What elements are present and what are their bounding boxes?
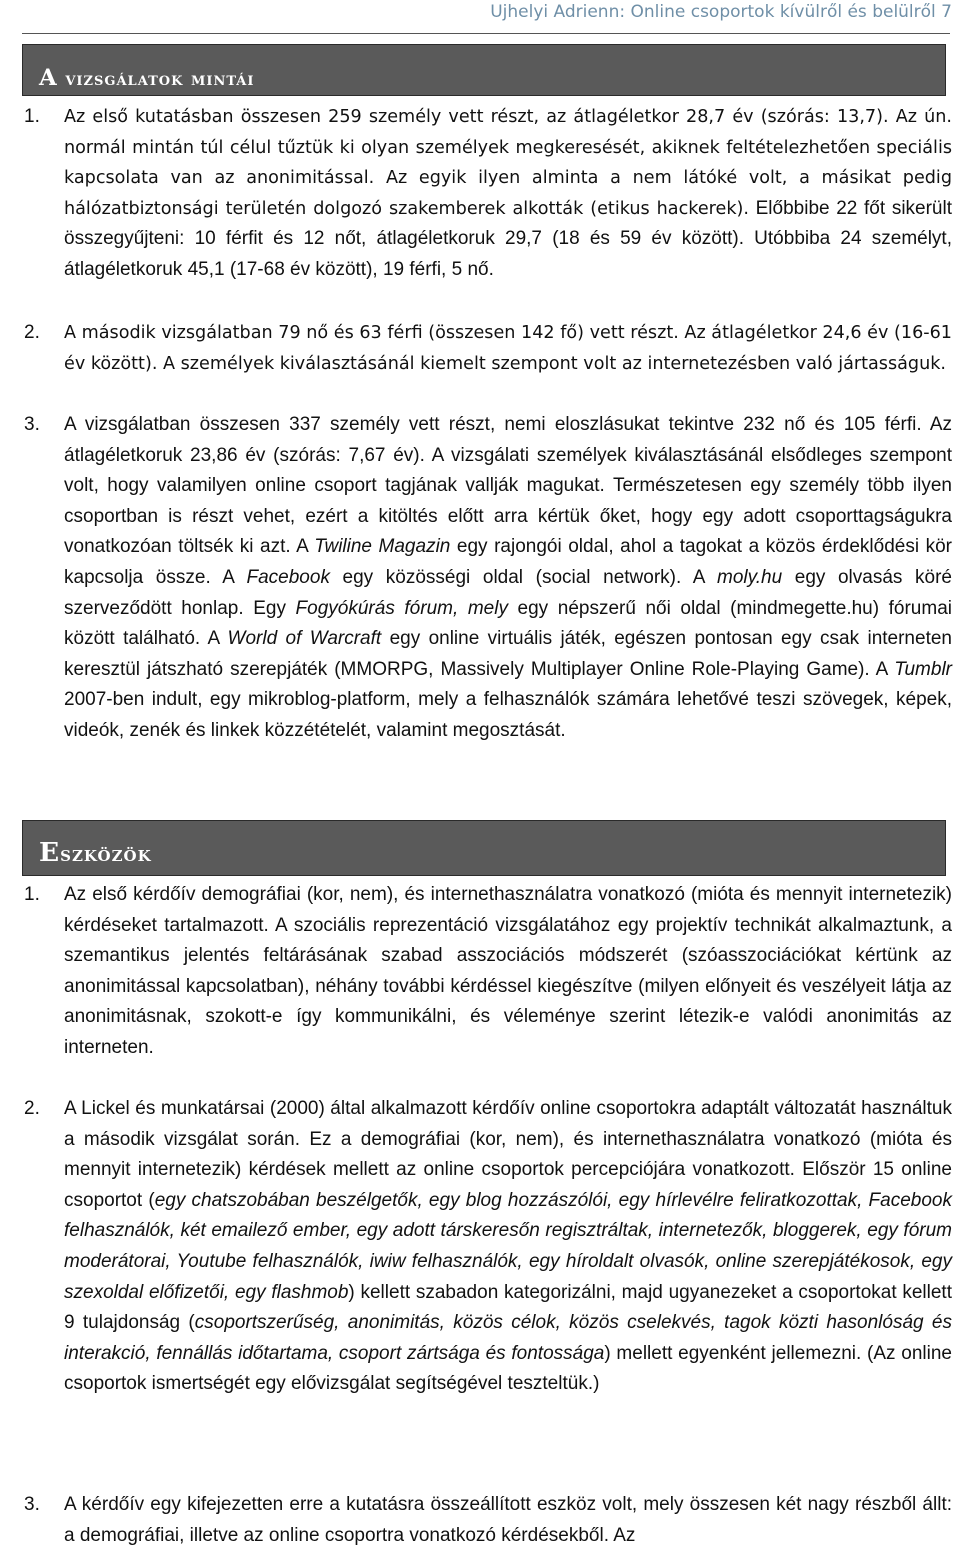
item-text: Az első kérdőív demográfiai (kor, nem), és internethasználatra vonatkozó (mióta és mennyit internetezik) kérdéseket tartalmazott. A szociális reprezentáció vizsgálatához egy projektív technikát alkalmaztunk, a szemantikus jelentés feltárásának szabad asszociációs módszerét (szóasszociációkat kértünk az anonimitással kapcsolatban), néhány további kérdéssel kiegészítve (milyen előnyeit és veszélyeit látja az anonimitásnak, szokott-e így kommunikálni, és véleménye szerint létezik-e valódi anonimitás az interneten. <box>64 884 952 1058</box>
item-text: A kérdőív egy kifejezetten erre a kutatásra összeállított eszköz volt, mely összesen két nagy részből állt: a demográfiai, illetve az online csoportra vonatkozó kérdésekből. Az <box>64 1494 952 1546</box>
item-text: A vizsgálatban összesen 337 személy vett részt, nemi eloszlásukat tekintve 232 nő és 105 férfi. Az átlagéletkoruk 23,86 év (szórás: 7,67 év). A vizsgálati személyek kiválasztásánál elsődleges szempont volt, hogy valamilyen online csoport tagjának vallják magukat. Természetesen egy személy több ilyen csoportban is részt vehet, ezért a kitöltés előtt arra kértük őket, hogy egy adott csoporttagságukra vonatkozóan töltsék ki azt. A Twiline Magazin egy rajongói oldal, ahol a tagokat a közös érdeklődési kör kapcsolja össze. A Facebook egy közösségi oldal (social network). A moly.hu egy olvasás köré szerveződött honlap. Egy Fogyókúrás fórum, mely egy népszerű női oldal (mindmegette.hu) fórumai között található. A World of Warcraft egy online virtuális játék, egészen pontosan egy csak interneten keresztül játszható szerepjáték (MMORPG, Massively Multiplayer Online Role-Playing Game). A Tumblr 2007-ben indult, egy mikroblog-platform, mely a felhasználók számára lehetővé teszi szövegek, képek, videók, zenék és linkek közzétételét, valamint megosztását. <box>64 414 952 741</box>
item-number: 1. <box>24 884 40 905</box>
section-title-tools: Eszközök <box>39 837 152 868</box>
item-text: Az első kutatásban összesen 259 személy vett részt, az átlagéletkor 28,7 év (szórás: 13,7). Az ún. normál mintán túl célul tűztük ki olyan személyek megkeresését, akiknek feltételezhetően speciális kapcsolata van az anonimitással. Az egyik ilyen alminta a nem látóké volt, a másikat pedig hálózatbiztonsági területén dolgozó szakemberek alkották (etikus hackerek). Előbbibe 22 főt sikerült összegyűjteni: 10 férfit és 12 nőt, átlagéletkoruk 29,7 (18 és 59 év között). Utóbbiba 24 személyt, átlagéletkoruk 45,1 (17-68 év között), 19 férfi, 5 nő. <box>64 107 952 280</box>
item-number: 3. <box>24 414 40 435</box>
running-header: Ujhelyi Adrienn: Online csoportok kívülről és belülről 7 <box>490 2 952 22</box>
header-divider <box>22 33 950 34</box>
section-heading-tools <box>22 820 946 876</box>
item-number: 1. <box>24 106 40 127</box>
section-heading-sample <box>22 44 946 96</box>
item-text: A második vizsgálatban 79 nő és 63 férfi (összesen 142 fő) vett részt. Az átlagéletkor 24,6 év (16-61 év között). A személyek kiválasztásánál kiemelt szempont volt az internetezésben való jártasságuk. <box>64 323 952 374</box>
item-number: 2. <box>24 322 40 343</box>
item-number: 2. <box>24 1098 40 1119</box>
item-text: A Lickel és munkatársai (2000) által alkalmazott kérdőív online csoportokra adaptált változatát használtuk a második vizsgálat során. Ez a demográfiai (kor, nem), és internethasználatra vonatkozó (mióta és mennyit internetezik) kérdések mellett az online csoportok percepciójára vonatkozott. Először 15 online csoportot (egy chatszobában beszélgetők, egy blog hozzászólói, egy hírlevélre feliratkozottak, Facebook felhasználók, két emailező ember, egy adott társkeresőn regisztráltak, internetezők, bloggerek, egy fórum moderátorai, Youtube felhasználók, iwiw felhasználók, egy híroldalt olvasók, online szerepjátékosok, egy szexoldal előfizetői, egy flashmob) kellett szabadon kategorizálni, majd ugyanezeket a csoportokat kellett 9 tulajdonság (csoportszerűség, anonimitás, közös célok, közös cselekvés, tagok közti hasonlóság és interakció, fennállás időtartama, csoport zártsága és fontossága) mellett egyenként jellemezni. (Az online csoportok ismertségét egy elővizsgálat segítségével teszteltük.) <box>64 1098 952 1395</box>
section-title-sample: A vizsgálatok mintái <box>39 65 255 91</box>
item-number: 3. <box>24 1494 40 1515</box>
